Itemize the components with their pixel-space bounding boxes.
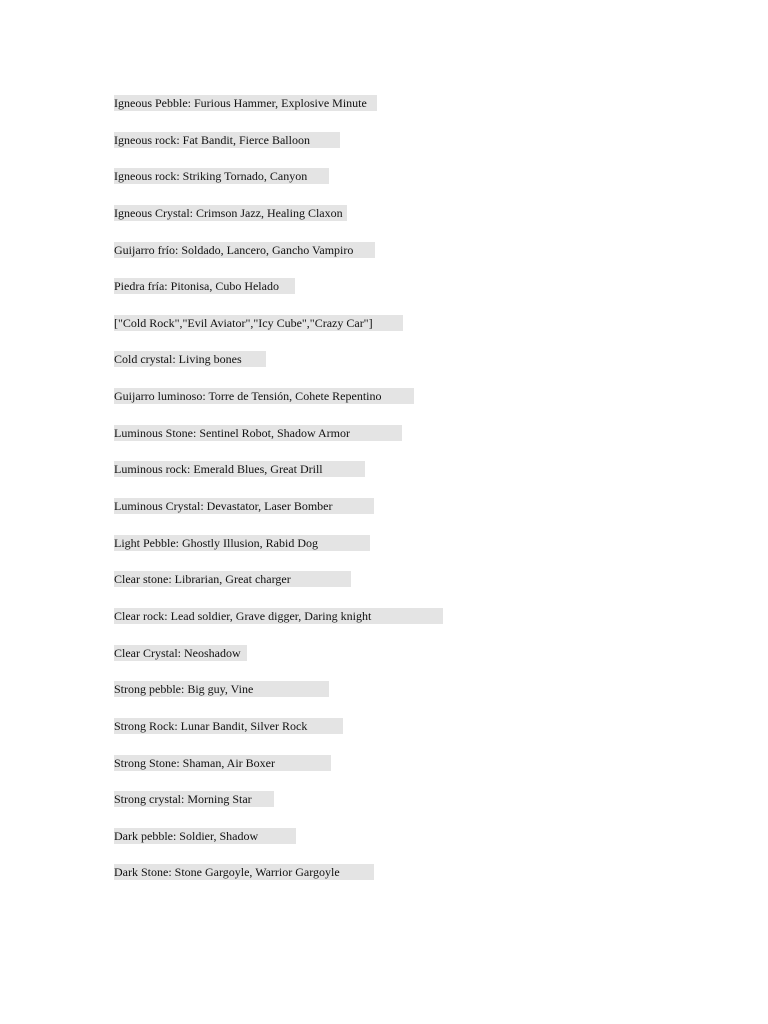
text-line xyxy=(114,607,714,644)
highlighted-text: Luminous Crystal: Devastator, Laser Bomber xyxy=(114,498,374,514)
text-line xyxy=(114,680,714,717)
text-line xyxy=(114,717,714,754)
text-line xyxy=(114,570,714,607)
highlighted-text: Luminous Stone: Sentinel Robot, Shadow Armor xyxy=(114,425,402,441)
highlighted-text: Strong crystal: Morning Star xyxy=(114,791,274,807)
text-line xyxy=(114,534,714,571)
text-line xyxy=(114,754,714,791)
highlighted-text: ["Cold Rock","Evil Aviator","Icy Cube","Crazy Car"] xyxy=(114,315,403,331)
highlighted-text: Guijarro luminoso: Torre de Tensión, Cohete Repentino xyxy=(114,388,414,404)
text-line xyxy=(114,387,714,424)
highlighted-text: Igneous Pebble: Furious Hammer, Explosive Minute xyxy=(114,95,377,111)
highlighted-text: Clear rock: Lead soldier, Grave digger, Daring knight xyxy=(114,608,443,624)
highlighted-text: Strong Rock: Lunar Bandit, Silver Rock xyxy=(114,718,343,734)
highlighted-text: Clear stone: Librarian, Great charger xyxy=(114,571,351,587)
text-line xyxy=(114,790,714,827)
highlighted-text: Dark Stone: Stone Gargoyle, Warrior Gargoyle xyxy=(114,864,374,880)
text-line xyxy=(114,314,714,351)
highlighted-text: Piedra fría: Pitonisa, Cubo Helado xyxy=(114,278,295,294)
text-line xyxy=(114,460,714,497)
text-line xyxy=(114,241,714,278)
highlighted-text: Igneous rock: Fat Bandit, Fierce Balloon xyxy=(114,132,340,148)
text-line xyxy=(114,863,714,900)
text-line xyxy=(114,350,714,387)
text-line xyxy=(114,94,714,131)
text-line xyxy=(114,167,714,204)
text-line xyxy=(114,424,714,461)
highlighted-text: Igneous rock: Striking Tornado, Canyon xyxy=(114,168,329,184)
text-lines xyxy=(114,94,714,900)
highlighted-text: Strong Stone: Shaman, Air Boxer xyxy=(114,755,331,771)
text-line xyxy=(114,204,714,241)
highlighted-text: Clear Crystal: Neoshadow xyxy=(114,645,247,661)
highlighted-text: Light Pebble: Ghostly Illusion, Rabid Dog xyxy=(114,535,370,551)
text-line xyxy=(114,497,714,534)
text-line xyxy=(114,277,714,314)
text-line xyxy=(114,644,714,681)
highlighted-text: Igneous Crystal: Crimson Jazz, Healing Claxon xyxy=(114,205,347,221)
text-line xyxy=(114,827,714,864)
highlighted-text: Luminous rock: Emerald Blues, Great Drill xyxy=(114,461,365,477)
highlighted-text: Guijarro frío: Soldado, Lancero, Gancho Vampiro xyxy=(114,242,375,258)
highlighted-text: Strong pebble: Big guy, Vine xyxy=(114,681,329,697)
highlighted-text: Cold crystal: Living bones xyxy=(114,351,266,367)
highlighted-text: Dark pebble: Soldier, Shadow xyxy=(114,828,296,844)
text-line xyxy=(114,131,714,168)
